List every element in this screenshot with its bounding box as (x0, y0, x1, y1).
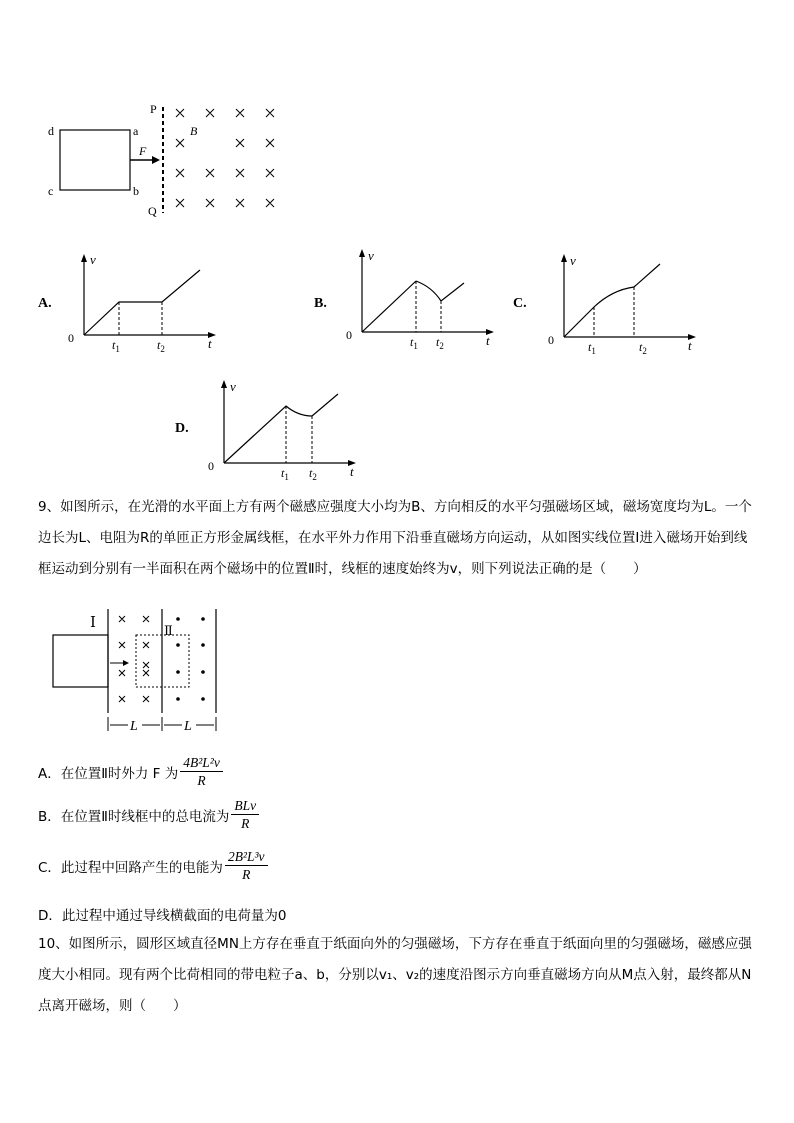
option-A-label: A. (38, 296, 52, 311)
q9-option-D[interactable]: D．此过程中通过导线横截面的电荷量为0 (38, 908, 287, 924)
svg-text:t2: $t_2$ (639, 340, 647, 355)
loop-solid (53, 635, 108, 687)
square-loop (60, 130, 130, 190)
graph-D (202, 376, 367, 481)
q9-figure (48, 605, 228, 735)
svg-text:t: t (486, 333, 490, 348)
graph-B (340, 245, 500, 350)
label-Q: Q (148, 204, 157, 218)
svg-text:t: t (688, 338, 692, 353)
svg-text:t2: $t_2$ (309, 466, 317, 481)
label-c: c (48, 184, 54, 198)
svg-text:v: v (570, 253, 576, 268)
label-position-I: Ⅰ (90, 615, 96, 631)
svg-text:t2: $t_2$ (157, 338, 165, 352)
svg-text:t: t (208, 336, 212, 351)
svg-text:L: L (130, 719, 138, 734)
svg-text:t1: $t_1$ (112, 338, 120, 352)
label-F: F (139, 144, 147, 158)
svg-text:v: v (368, 248, 374, 263)
svg-text:t: t (350, 464, 354, 479)
option-D-label: D. (175, 421, 189, 436)
option-C-label: C. (513, 296, 527, 311)
svg-text:t1: $t_1$ (410, 335, 418, 350)
svg-text:v: v (230, 379, 236, 394)
label-d: d (48, 124, 54, 138)
question-9-text: 9、如图所示，在光滑的水平面上方有两个磁感应强度大小均为B、方向相反的水平匀强磁场区域，磁场宽度均为L。一个边长为L、电阻为R的单匝正方形金属线框，在水平外力作用下沿垂直磁场方向运动，从如图实线位置Ⅰ进入磁场开始到线框运动到分别有一半面积在两个磁场中的位置Ⅱ时，线框的速度始终为v，则下列说法正确的是（ ） (38, 499, 752, 577)
option-B-label: B. (314, 296, 327, 311)
svg-text:t1: $t_1$ (588, 340, 596, 355)
svg-text:t1: $t_1$ (281, 466, 289, 481)
svg-text:0: 0 (208, 459, 214, 473)
label-P: P (150, 102, 157, 116)
q9-option-A[interactable]: A．在位置Ⅱ时外力 F 为 $\frac{\text{4B²L²v}}{R}$ (38, 754, 223, 789)
svg-text:t2: $t_2$ (436, 335, 444, 350)
svg-text:v: v (90, 252, 96, 267)
q9-option-C[interactable]: C．此过程中回路产生的电能为 $\frac{\text{2B²L³v}}{R}$ (38, 848, 268, 883)
svg-text:0: 0 (548, 333, 554, 347)
graph-A (62, 250, 222, 352)
loop-field-figure (40, 95, 300, 220)
label-B: B (190, 124, 198, 138)
label-position-II: Ⅱ (164, 623, 173, 638)
q9-option-B[interactable]: B．在位置Ⅱ时线框中的总电流为 $\frac{\text{BLv}}{R}$ (38, 797, 259, 832)
label-a: a (133, 124, 139, 138)
svg-text:0: 0 (68, 331, 74, 345)
label-b: b (133, 184, 139, 198)
svg-text:L: L (184, 719, 192, 734)
svg-text:0: 0 (346, 328, 352, 342)
force-arrow-head (152, 156, 160, 164)
question-10-text: 10、如图所示，圆形区域直径MN上方存在垂直于纸面向外的匀强磁场，下方存在垂直于纸面向里的匀强磁场，磁感应强度大小相同。现有两个比荷相同的带电粒子a、b，分别以v₁、v₂的速度沿图示方向垂直磁场方向从M点入射，最终都从N点离开磁场，则（ ） (38, 936, 752, 1014)
graph-C (542, 250, 702, 355)
